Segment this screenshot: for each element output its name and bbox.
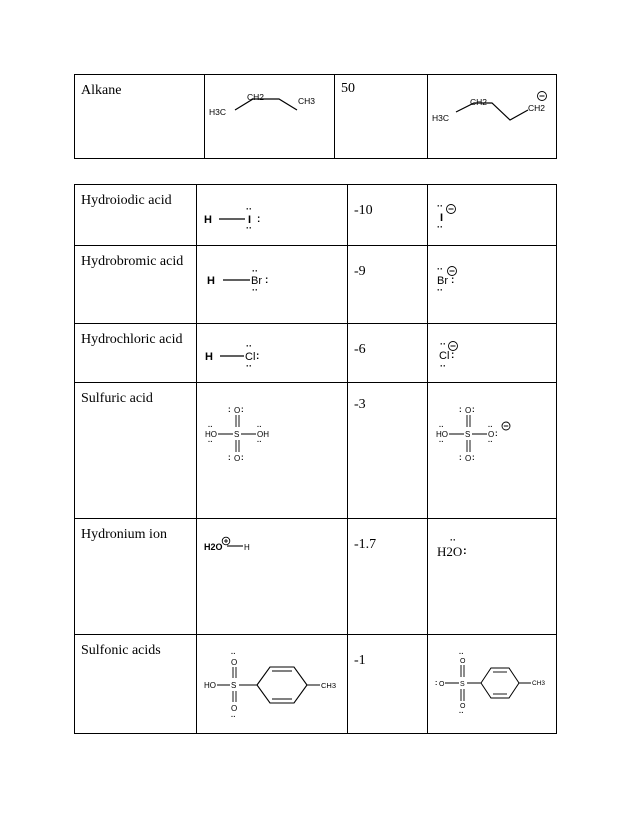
- pka-cell: [348, 383, 428, 519]
- pka-value: -9: [354, 264, 366, 279]
- acid-name-cell: [75, 383, 197, 519]
- svg-text:··: ··: [440, 361, 446, 371]
- acid-name-cell: [75, 246, 197, 324]
- svg-text:H: H: [244, 543, 250, 552]
- ch2-label: CH2: [470, 97, 488, 107]
- acid-name-cell: [75, 635, 197, 734]
- svg-text:··: ··: [440, 339, 446, 349]
- svg-text::: :: [472, 453, 475, 462]
- svg-text::: :: [228, 405, 231, 414]
- svg-text:··: ··: [231, 714, 236, 721]
- acid-structure-cell: [197, 185, 348, 246]
- svg-text:H: H: [205, 351, 213, 363]
- acid-name: Hydrochloric acid: [81, 332, 183, 347]
- pka-value: 50: [341, 81, 355, 96]
- acid-name: Alkane: [81, 83, 122, 98]
- svg-text:CH3: CH3: [321, 681, 337, 690]
- svg-text:··: ··: [208, 439, 213, 446]
- svg-text:··: ··: [257, 439, 262, 446]
- svg-text:OH: OH: [257, 430, 269, 439]
- svg-text:··: ··: [208, 424, 213, 431]
- svg-text::: :: [265, 275, 269, 286]
- base-structure-cell: [428, 75, 557, 159]
- svg-text::: :: [463, 545, 467, 557]
- svg-text:O: O: [231, 704, 238, 713]
- svg-text:HO: HO: [436, 430, 448, 439]
- svg-text:HO: HO: [205, 430, 217, 439]
- svg-text::: :: [256, 351, 260, 362]
- svg-text::: :: [451, 275, 455, 286]
- svg-text::: :: [451, 350, 455, 361]
- pka-value: -10: [354, 203, 373, 218]
- svg-text::: :: [241, 405, 244, 414]
- svg-text::: :: [459, 453, 462, 462]
- svg-text:O: O: [488, 430, 495, 439]
- pka-cell: [335, 75, 428, 159]
- base-structure-cell: [428, 185, 557, 246]
- svg-text:··: ··: [488, 439, 493, 446]
- pka-value: -1: [354, 653, 366, 668]
- svg-text:H: H: [207, 275, 215, 287]
- svg-text:S: S: [460, 681, 465, 688]
- svg-text:Br: Br: [251, 275, 262, 287]
- table-row: [75, 75, 557, 159]
- ch3-label: H3C: [209, 107, 227, 117]
- svg-text:O: O: [465, 454, 472, 463]
- bromide-structure: [428, 246, 557, 324]
- acid-name: Hydrobromic acid: [81, 254, 184, 269]
- base-structure-cell: [428, 519, 557, 635]
- svg-text:O: O: [460, 658, 466, 665]
- table-row: [75, 635, 557, 734]
- svg-text:S: S: [231, 681, 237, 690]
- svg-text:O: O: [231, 658, 238, 667]
- acid-name-cell: [75, 75, 205, 159]
- butane-structure: [205, 75, 335, 159]
- svg-text:··: ··: [246, 361, 252, 371]
- svg-text::: :: [495, 429, 498, 438]
- pka-value: -6: [354, 342, 366, 357]
- svg-text:··: ··: [437, 222, 443, 232]
- acid-structure-cell: [197, 324, 348, 383]
- acid-name-cell: [75, 185, 197, 246]
- svg-text:··: ··: [246, 341, 252, 351]
- svg-text:··: ··: [439, 439, 444, 446]
- pka-cell: [348, 246, 428, 324]
- ch3-label: H3C: [432, 113, 450, 123]
- svg-text:O: O: [234, 406, 241, 415]
- svg-text:··: ··: [246, 223, 252, 233]
- table-row: [75, 324, 557, 383]
- svg-text::: :: [228, 453, 231, 462]
- pka-cell: [348, 519, 428, 635]
- bisulfate-structure: [428, 383, 557, 519]
- svg-text:S: S: [465, 430, 471, 439]
- svg-text:··: ··: [437, 285, 443, 295]
- svg-text::: :: [257, 214, 261, 225]
- alkane-table: [74, 74, 557, 159]
- table-row: [75, 246, 557, 324]
- acid-name: Hydroiodic acid: [81, 193, 172, 208]
- svg-text:··: ··: [252, 285, 258, 295]
- base-structure-cell: [428, 246, 557, 324]
- svg-text:··: ··: [246, 204, 252, 214]
- ch2-label: CH2: [528, 103, 546, 113]
- svg-text:I: I: [248, 214, 252, 226]
- svg-text:··: ··: [231, 651, 236, 658]
- acid-name: Sulfonic acids: [81, 643, 161, 658]
- pka-cell: [348, 185, 428, 246]
- svg-text::: :: [435, 680, 438, 687]
- base-structure-cell: [428, 324, 557, 383]
- svg-text:··: ··: [488, 424, 493, 431]
- svg-text:Cl: Cl: [439, 350, 450, 362]
- acids-table: [74, 184, 557, 734]
- hydrogen-iodide-structure: [197, 185, 348, 246]
- ch2-label: CH2: [247, 92, 265, 102]
- svg-text:··: ··: [437, 264, 443, 274]
- acid-name: Sulfuric acid: [81, 391, 153, 406]
- svg-text:S: S: [234, 430, 240, 439]
- svg-text:O: O: [465, 406, 472, 415]
- chloride-structure: [428, 324, 557, 383]
- svg-text:CH3: CH3: [532, 680, 546, 687]
- svg-text:··: ··: [437, 201, 443, 211]
- acid-structure-cell: [197, 519, 348, 635]
- acid-name-cell: [75, 519, 197, 635]
- acid-name-cell: [75, 324, 197, 383]
- svg-text:··: ··: [257, 424, 262, 431]
- acid-structure-cell: [197, 635, 348, 734]
- acid-structure-cell: [197, 383, 348, 519]
- sulfuric-acid-structure: [197, 383, 348, 519]
- svg-text:··: ··: [252, 266, 258, 276]
- svg-text::: :: [459, 405, 462, 414]
- svg-text::: :: [241, 453, 244, 462]
- svg-text:H: H: [204, 214, 212, 226]
- svg-text:··: ··: [439, 424, 444, 431]
- svg-text:··: ··: [450, 535, 456, 545]
- svg-text:I: I: [440, 212, 444, 224]
- hydronium-structure: [197, 519, 348, 635]
- iodide-structure: [428, 185, 557, 246]
- pka-cell: [348, 635, 428, 734]
- svg-text:O: O: [234, 454, 241, 463]
- svg-text:··: ··: [459, 651, 464, 658]
- svg-text:Br: Br: [437, 275, 448, 287]
- tosylate-structure: [428, 635, 557, 734]
- svg-text:HO: HO: [204, 681, 216, 690]
- svg-text:O: O: [439, 681, 445, 688]
- svg-text:H2O: H2O: [437, 544, 463, 559]
- acid-structure-cell: [197, 246, 348, 324]
- svg-text::: :: [472, 405, 475, 414]
- hydrogen-bromide-structure: [197, 246, 348, 324]
- base-structure-cell: [428, 635, 557, 734]
- acid-structure-cell: [205, 75, 335, 159]
- table-row: [75, 185, 557, 246]
- table-row: [75, 383, 557, 519]
- toluenesulfonic-acid-structure: [197, 635, 348, 734]
- svg-text:··: ··: [459, 710, 464, 717]
- hydrogen-chloride-structure: [197, 324, 348, 383]
- water-structure: [428, 519, 557, 635]
- table-row: [75, 519, 557, 635]
- butyl-anion-structure: [428, 75, 557, 159]
- pka-value: -3: [354, 397, 366, 412]
- ch3-label: CH3: [298, 96, 316, 106]
- svg-text:H2O: H2O: [204, 542, 223, 552]
- svg-text:O: O: [460, 703, 466, 710]
- svg-text:Cl: Cl: [245, 351, 256, 363]
- pka-value: -1.7: [354, 537, 377, 552]
- base-structure-cell: [428, 383, 557, 519]
- pka-cell: [348, 324, 428, 383]
- acid-name: Hydronium ion: [81, 527, 167, 542]
